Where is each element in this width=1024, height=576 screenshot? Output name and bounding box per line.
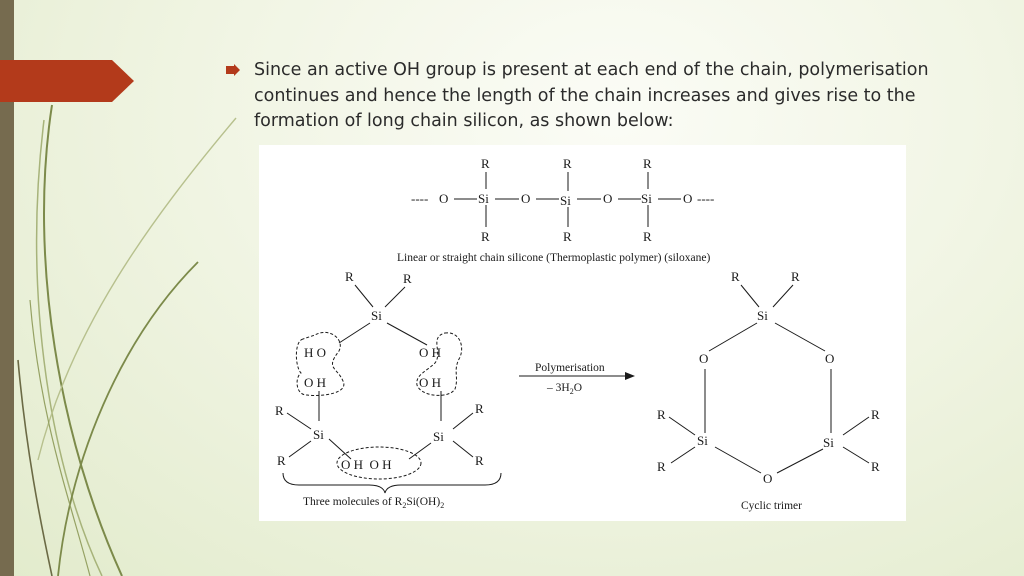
atom-r: R bbox=[871, 459, 880, 474]
hydroxyl-group: O H bbox=[304, 375, 327, 390]
atom-r: R bbox=[481, 156, 490, 171]
reactant-molecules bbox=[275, 269, 501, 493]
atom-si: Si bbox=[371, 308, 382, 323]
atom-r: R bbox=[275, 403, 284, 418]
atom-r: R bbox=[475, 401, 484, 416]
atom-r: R bbox=[481, 229, 490, 244]
atom-o: O bbox=[603, 191, 613, 206]
atom-r: R bbox=[563, 229, 572, 244]
hydroxyl-group: O H bbox=[419, 375, 442, 390]
reactants-caption: Three molecules of $R_2Si(OH)_2$ bbox=[303, 496, 445, 510]
atom-r: R bbox=[403, 271, 412, 286]
atom-si: Si bbox=[823, 435, 834, 450]
atom-r: R bbox=[475, 453, 484, 468]
atom-si: Si bbox=[433, 429, 444, 444]
atom-o: O bbox=[521, 191, 531, 206]
atom-si: Si bbox=[478, 191, 489, 206]
silicone-polymerisation-figure bbox=[259, 145, 906, 521]
slide-body-text: Since an active OH group is present at each end of the chain, polymerisation continues and hence the length of the chain increases and gives rise to the formation of long chain silicon, as shown below: bbox=[254, 60, 929, 131]
atom-o: O bbox=[683, 191, 693, 206]
bullet-arrow-icon bbox=[226, 64, 240, 76]
linear-chain-caption: Linear or straight chain silicone (Thermoplastic polymer) (siloxane) bbox=[397, 252, 711, 264]
atom-r: R bbox=[643, 156, 652, 171]
atom-o: O bbox=[439, 191, 449, 206]
chain-end-left: ---- bbox=[411, 191, 429, 206]
hydroxyl-group: O H bbox=[419, 345, 442, 360]
atom-r: R bbox=[345, 269, 354, 284]
atom-r: R bbox=[657, 407, 666, 422]
title-arrow-tab bbox=[0, 60, 134, 102]
product-caption: Cyclic trimer bbox=[741, 500, 802, 512]
atom-r: R bbox=[657, 459, 666, 474]
atom-si: Si bbox=[560, 193, 571, 208]
atom-r: R bbox=[643, 229, 652, 244]
atom-r: R bbox=[871, 407, 880, 422]
atom-si: Si bbox=[641, 191, 652, 206]
hydroxyl-group: H O bbox=[304, 345, 327, 360]
cyclic-trimer bbox=[657, 269, 880, 486]
reaction-arrow-head bbox=[625, 372, 635, 380]
atom-r: R bbox=[731, 269, 740, 284]
atom-si: Si bbox=[757, 308, 768, 323]
atom-o: O bbox=[699, 351, 709, 366]
atom-r: R bbox=[277, 453, 286, 468]
atom-r: R bbox=[563, 156, 572, 171]
linear-siloxane-chain bbox=[411, 156, 714, 244]
atom-o: O bbox=[763, 471, 773, 486]
reaction-byproduct: – $3H_2O$ bbox=[547, 382, 582, 396]
hydroxyl-pair: O H O H bbox=[341, 457, 392, 472]
reaction-label: Polymerisation bbox=[535, 362, 605, 374]
atom-r: R bbox=[791, 269, 800, 284]
atom-si: Si bbox=[313, 427, 324, 442]
atom-si: Si bbox=[697, 433, 708, 448]
reaction-diagram bbox=[259, 145, 906, 521]
chain-end-right: ---- bbox=[697, 191, 715, 206]
atom-o: O bbox=[825, 351, 835, 366]
